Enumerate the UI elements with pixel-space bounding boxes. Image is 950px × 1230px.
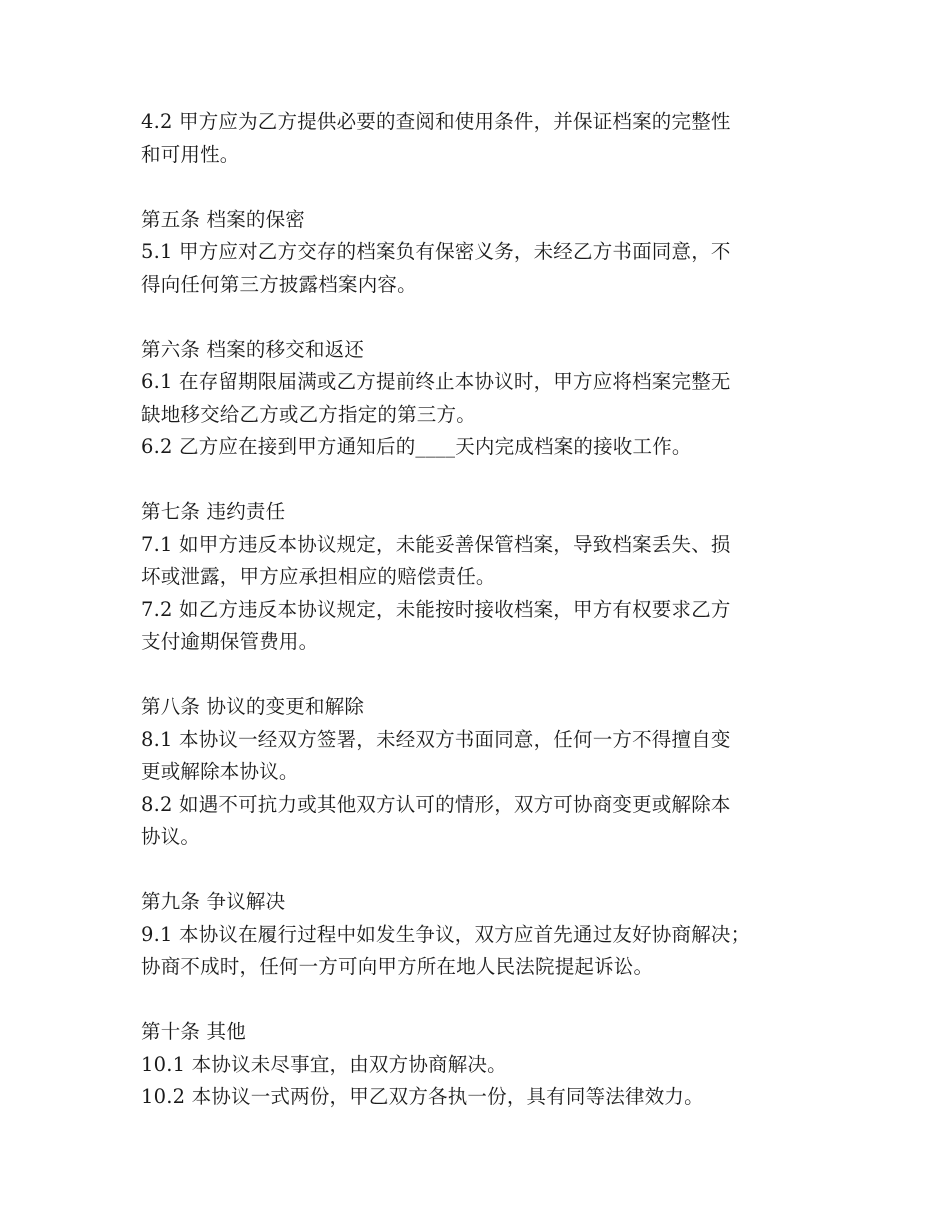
document-line: 8.1 本协议一经双方签署，未经双方书面同意，任何一方不得擅自变 xyxy=(141,727,731,751)
document-line: 支付逾期保管费用。 xyxy=(141,630,319,653)
paragraph-gap xyxy=(141,659,831,692)
document-line: 坏或泄露，甲方应承担相应的赔偿责任。 xyxy=(141,565,496,588)
document-line: 5.1 甲方应对乙方交存的档案负有保密义务，未经乙方书面同意，不 xyxy=(141,240,731,263)
document-line: 第八条 协议的变更和解除 xyxy=(141,695,365,718)
document-line: 更或解除本协议。 xyxy=(141,760,299,783)
document-line: 得向任何第三方披露档案内容。 xyxy=(141,272,417,296)
document-line: 缺地移交给乙方或乙方指定的第三方。 xyxy=(141,402,476,426)
document-line: 9.1 本协议在履行过程中如发生争议，双方应首先通过友好协商解决； xyxy=(141,922,751,946)
paragraph-gap xyxy=(141,854,831,887)
document-line: 第七条 违约责任 xyxy=(141,500,286,523)
paragraph-gap xyxy=(141,301,831,334)
document-line: 第十条 其他 xyxy=(141,1020,246,1043)
document-line: 第五条 档案的保密 xyxy=(141,207,305,231)
document-line: 8.2 如遇不可抗力或其他双方认可的情形，双方可协商变更或解除本 xyxy=(141,792,731,816)
document-line: 6.2 乙方应在接到甲方通知后的____天内完成档案的接收工作。 xyxy=(141,435,692,458)
document-line: 协议。 xyxy=(141,825,201,848)
document-line: 10.2 本协议一式两份，甲乙双方各执一份，具有同等法律效力。 xyxy=(141,1085,704,1108)
paragraph-gap xyxy=(141,984,831,1017)
paragraph-gap xyxy=(141,464,831,497)
document-line: 7.2 如乙方违反本协议规定，未能按时接收档案，甲方有权要求乙方 xyxy=(141,597,731,621)
document-line: 和可用性。 xyxy=(141,142,240,166)
document-line: 协商不成时，任何一方可向甲方所在地人民法院提起诉讼。 xyxy=(141,955,654,978)
paragraph-gap xyxy=(141,171,831,204)
document-body xyxy=(141,106,831,1114)
document-line: 7.1 如甲方违反本协议规定，未能妥善保管档案，导致档案丢失、损 xyxy=(141,532,731,556)
document-line: 6.1 在存留期限届满或乙方提前终止本协议时，甲方应将档案完整无 xyxy=(141,370,731,393)
document-line: 10.1 本协议未尽事宜，由双方协商解决。 xyxy=(141,1052,507,1076)
document-line: 第六条 档案的移交和返还 xyxy=(141,337,365,361)
document-line: 4.2 甲方应为乙方提供必要的查阅和使用条件，并保证档案的完整性 xyxy=(141,110,731,133)
document-line: 第九条 争议解决 xyxy=(141,890,286,913)
